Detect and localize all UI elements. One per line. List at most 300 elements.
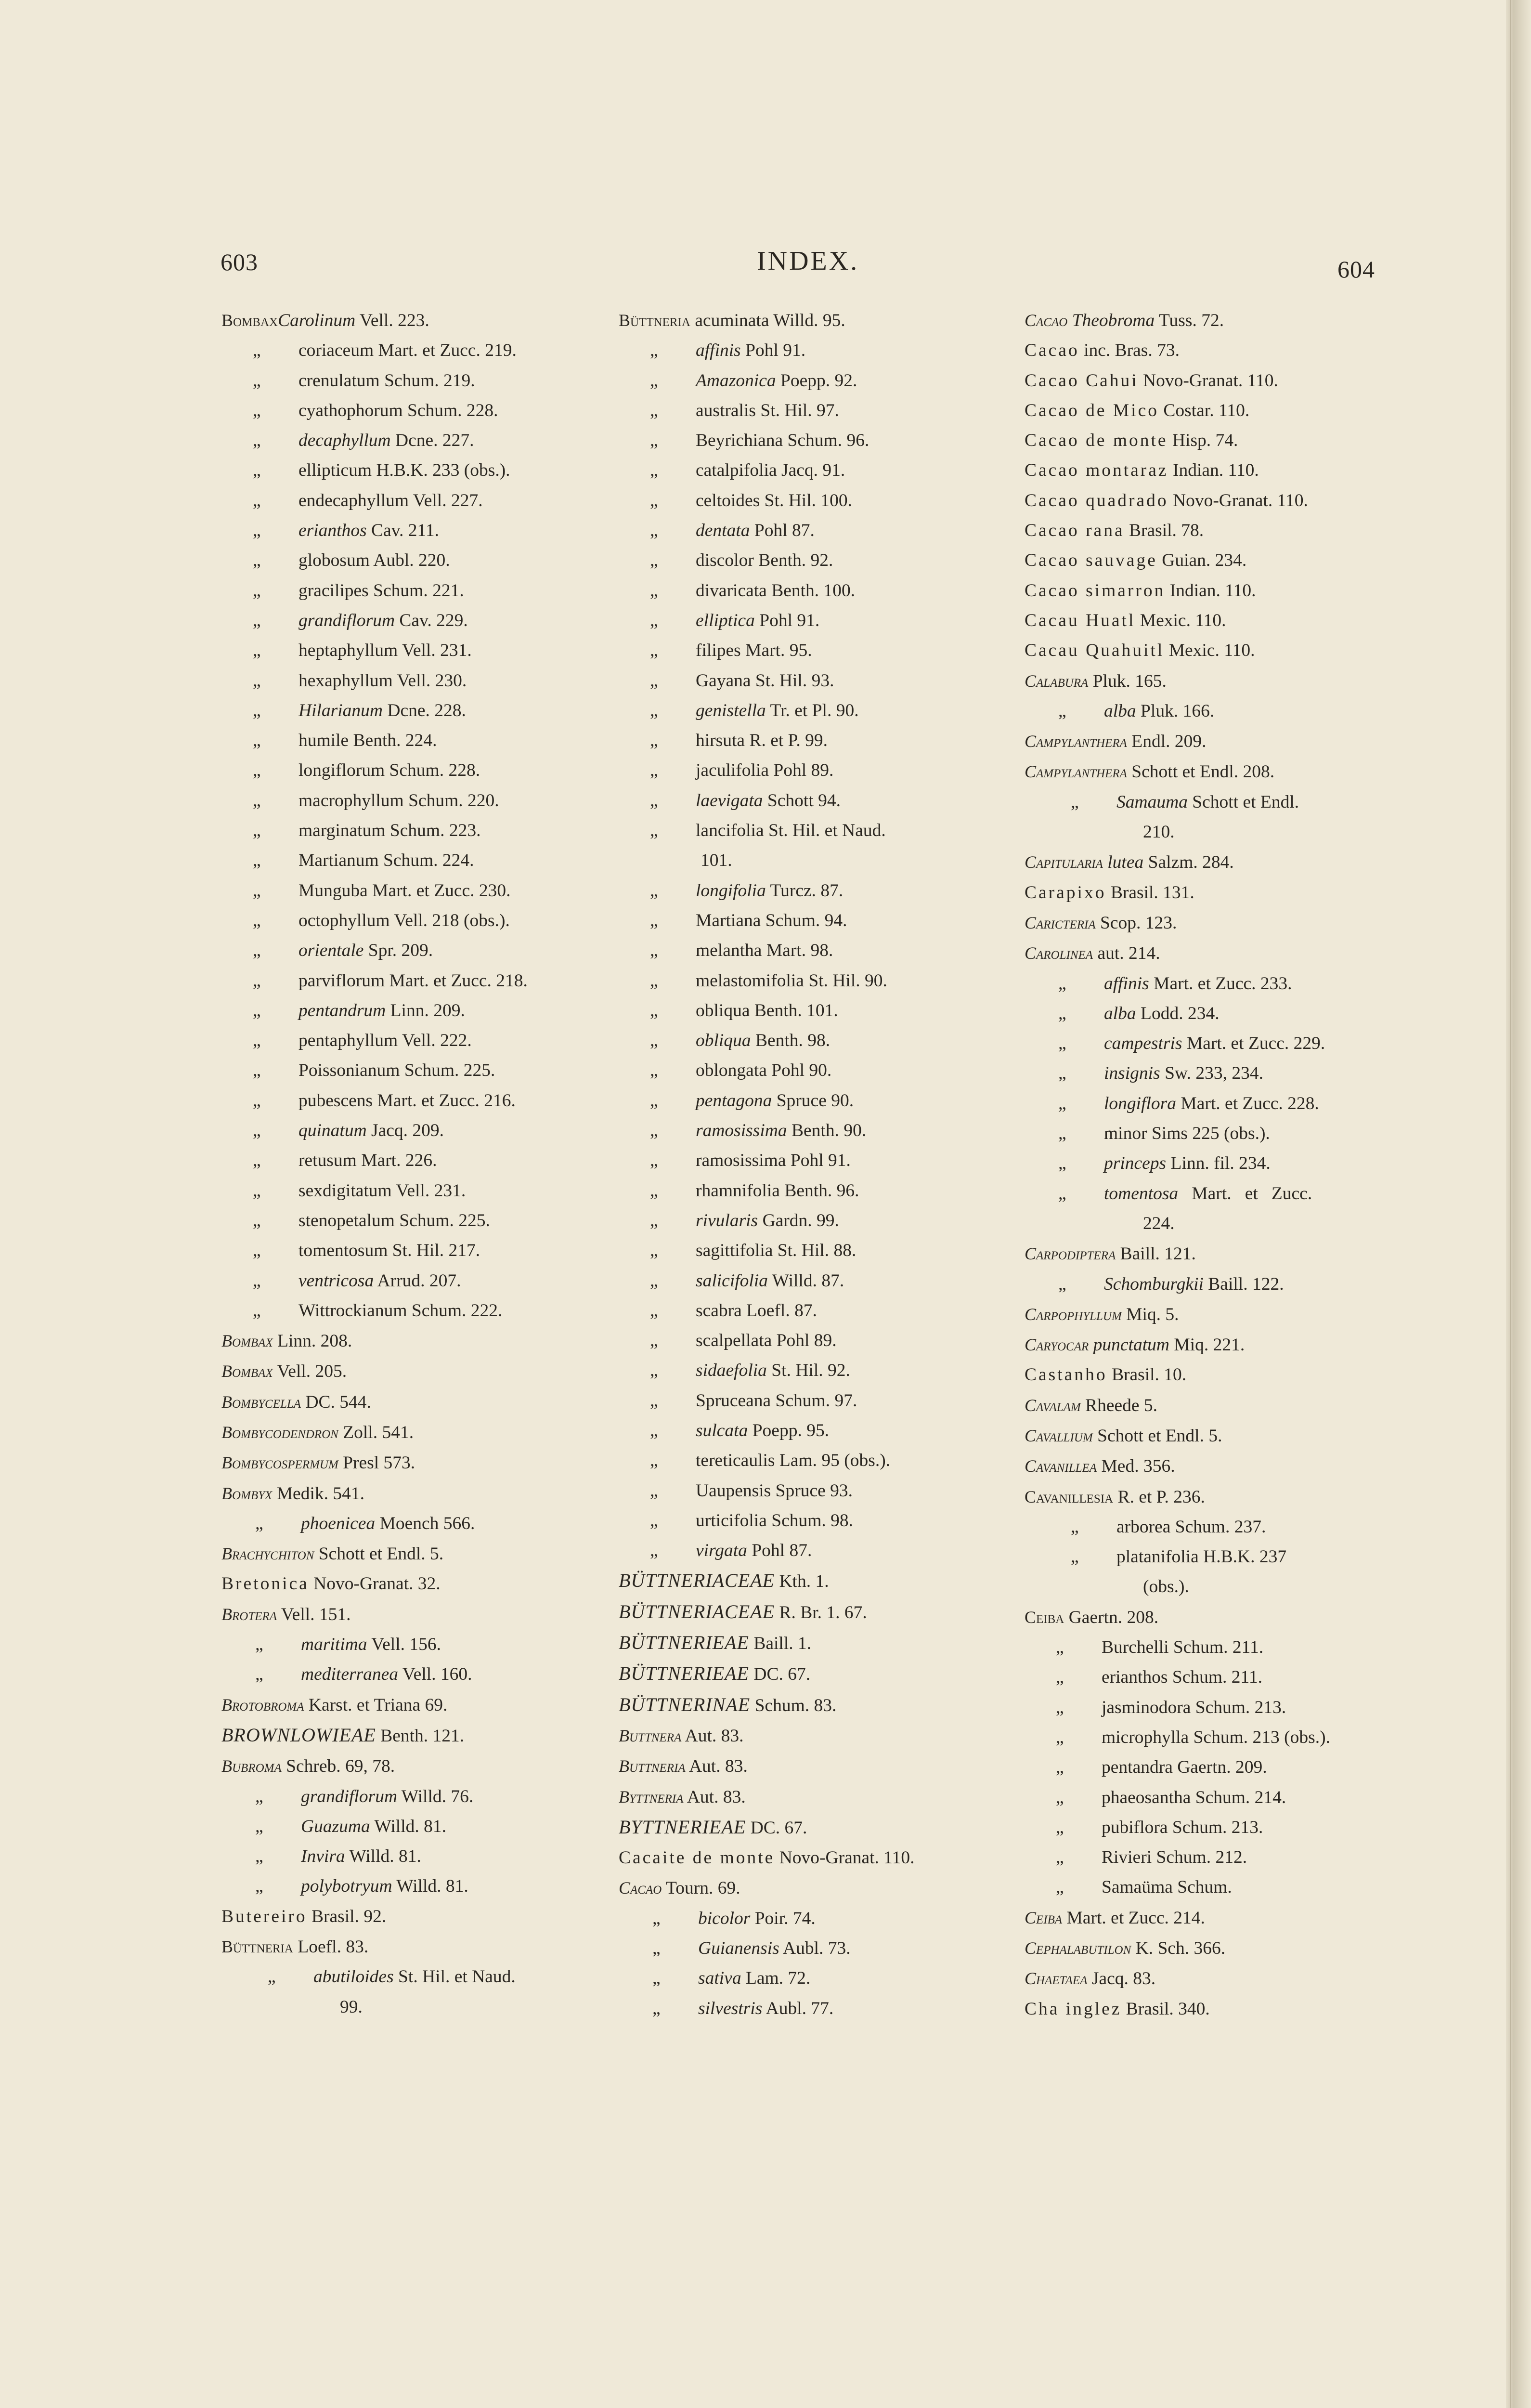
ditto-mark: „ — [253, 641, 261, 661]
ditto-mark: „ — [650, 700, 658, 720]
entry-genus: Butereiro — [221, 1906, 307, 1926]
entry-species: grandiflorum — [301, 1786, 398, 1806]
ditto-mark: „ — [650, 970, 658, 991]
entry-species: Martiana — [696, 910, 761, 930]
entry-species: retusum — [298, 1151, 357, 1171]
entry-genus: Bombycella — [221, 1392, 301, 1412]
index-entry — [221, 906, 636, 936]
ditto-mark: „ — [255, 1513, 263, 1533]
entry-reference: Mart. et Zucc. 228. — [1176, 1093, 1319, 1113]
ditto-mark: „ — [1056, 1847, 1064, 1868]
entry-reference: Schum. 237. — [1170, 1517, 1266, 1537]
entry-species: Poissonianum — [298, 1060, 400, 1081]
entry-species: sidaefolia — [696, 1361, 767, 1381]
entry-reference: St. Hil. 93. — [751, 670, 834, 691]
entry-reference: Spruce 93. — [771, 1480, 853, 1501]
entry-reference: Gaertn. 209. — [1172, 1757, 1267, 1778]
entry-species: longiflora — [1104, 1093, 1177, 1113]
ditto-mark: „ — [650, 1361, 658, 1381]
index-entry — [221, 1026, 636, 1056]
ditto-mark: „ — [255, 1786, 263, 1806]
entry-species: Guazuma — [301, 1816, 370, 1836]
ditto-mark: „ — [650, 340, 658, 361]
entry-species: abutiloides — [313, 1967, 394, 1987]
entry-genus: Campylanthera — [1025, 732, 1127, 751]
index-entry — [221, 816, 636, 846]
ditto-mark: „ — [1056, 1877, 1064, 1898]
index-column-2 — [619, 305, 1033, 2024]
entry-species: Guianensis — [698, 1938, 779, 1959]
entry-genus: Carpodiptera — [1025, 1244, 1116, 1264]
entry-species: affinis — [696, 340, 741, 361]
index-entry — [619, 1597, 1033, 1628]
entry-reference: Schum. 225. — [400, 1060, 495, 1081]
index-entry — [221, 1086, 636, 1116]
index-entry — [221, 636, 636, 666]
entry-species: Schomburgkii — [1104, 1274, 1204, 1294]
index-entry — [1025, 456, 1439, 485]
entry-reference: Kth. 1. — [775, 1571, 829, 1592]
index-entry — [1025, 1813, 1439, 1843]
entry-reference: Hisp. 74. — [1168, 431, 1238, 451]
index-entry — [619, 1386, 1033, 1416]
entry-reference: Schum. — [1172, 1877, 1232, 1898]
entry-reference: St. Hil. 88. — [773, 1241, 856, 1261]
entry-genus: Cephalabutilon — [1025, 1938, 1131, 1958]
entry-species: polybotryum — [301, 1876, 392, 1897]
ditto-mark: „ — [253, 1000, 261, 1021]
index-entry — [619, 336, 1033, 366]
index-entry — [619, 1206, 1033, 1236]
entry-genus: Cacao Cahui — [1025, 370, 1139, 391]
entry-reference: Tr. et Pl. 90. — [766, 700, 859, 720]
entry-reference: Gaertn. 208. — [1064, 1607, 1159, 1627]
entry-reference: Vell. 218 (obs.). — [389, 910, 510, 930]
index-entry — [221, 366, 636, 396]
entry-reference: (obs.). — [1143, 1577, 1189, 1597]
index-entry — [1025, 1482, 1439, 1512]
index-entry — [221, 1871, 636, 1901]
index-entry — [221, 876, 636, 906]
entry-reference: Scop. 123. — [1095, 913, 1177, 933]
ditto-mark: „ — [650, 521, 658, 541]
entry-genus: Castanho — [1025, 1365, 1107, 1385]
entry-species: rivularis — [696, 1210, 758, 1230]
entry-genus: Carpophyllum — [1025, 1304, 1122, 1324]
entry-species: arborea — [1116, 1517, 1171, 1537]
entry-species: Samaüma — [1102, 1877, 1173, 1898]
entry-reference: Loefl. 87. — [741, 1300, 817, 1321]
entry-genus: Ceiba — [1025, 1908, 1063, 1927]
index-entry — [1025, 1994, 1439, 2024]
entry-species: lutea — [1103, 852, 1144, 873]
index-entry — [1025, 1723, 1439, 1753]
ditto-mark: „ — [253, 821, 261, 841]
index-entry — [1025, 1843, 1439, 1872]
index-entry — [221, 1599, 636, 1630]
entry-genus: Bombyx — [221, 1483, 272, 1503]
ditto-mark: „ — [650, 1420, 658, 1440]
entry-reference: Schum. 220. — [403, 790, 499, 811]
index-entry — [619, 1176, 1033, 1206]
index-entry — [619, 786, 1033, 816]
index-entry — [619, 1690, 1033, 1721]
index-entry — [221, 726, 636, 756]
entry-species: ramosissima — [696, 1121, 787, 1141]
entry-reference: Willd. 76. — [397, 1786, 474, 1806]
entry-reference: Schum. 83. — [750, 1695, 837, 1715]
entry-reference: Pohl 90. — [766, 1060, 832, 1081]
entry-species: hirsuta — [696, 731, 745, 751]
index-entry — [1025, 1421, 1439, 1451]
entry-genus: Campylanthera — [1025, 762, 1127, 782]
entry-reference: Novo-Granat. 110. — [1168, 490, 1308, 510]
entry-species: alba — [1104, 701, 1136, 721]
ditto-mark: „ — [650, 1270, 658, 1291]
entry-genus: Cavallium — [1025, 1426, 1093, 1445]
ditto-mark: „ — [253, 760, 261, 781]
index-entry — [221, 1630, 636, 1660]
entry-reference: Benth. 224. — [349, 731, 437, 751]
index-entry — [221, 1326, 636, 1356]
entry-reference: K. Sch. 366. — [1131, 1938, 1226, 1959]
entry-reference: Willd. 95. — [769, 311, 845, 330]
entry-species: gracilipes — [298, 580, 369, 601]
index-entry — [1025, 1903, 1439, 1933]
entry-reference: Tourn. 69. — [662, 1878, 740, 1898]
entry-species: globosum — [298, 550, 370, 571]
entry-reference: 224. — [1143, 1213, 1175, 1233]
ditto-mark: „ — [652, 1938, 661, 1959]
entry-reference: Vell. 231. — [391, 1180, 466, 1201]
index-entry — [619, 366, 1033, 396]
index-entry — [619, 1812, 1033, 1843]
index-entry — [1025, 1662, 1439, 1692]
entry-genus: Carapixo — [1025, 882, 1106, 903]
entry-species: erianthos — [1102, 1667, 1168, 1688]
index-entry — [221, 1842, 636, 1871]
entry-reference: Schum. 211. — [1168, 1667, 1262, 1688]
entry-reference: Vell. 231. — [398, 641, 472, 661]
index-entry — [1025, 666, 1439, 696]
entry-genus: Cacao quadrado — [1025, 490, 1168, 510]
index-entry — [221, 1176, 636, 1206]
entry-reference: Poepp. 92. — [776, 370, 857, 391]
entry-reference: Lam. 95 (obs.). — [775, 1451, 891, 1471]
index-entry — [1025, 606, 1439, 636]
entry-genus: Cacau Quahuitl — [1025, 641, 1165, 661]
ditto-mark: „ — [255, 1816, 263, 1836]
index-entry — [1025, 1059, 1439, 1088]
entry-reference: Spr. 209. — [363, 941, 433, 961]
entry-reference: Spruce 90. — [772, 1090, 854, 1111]
entry-genus: Cacao rana — [1025, 521, 1125, 541]
entry-reference: Schum. 228. — [385, 760, 480, 781]
ditto-mark: „ — [650, 490, 658, 510]
ditto-mark: „ — [253, 1241, 261, 1261]
index-entry — [619, 906, 1033, 936]
ditto-mark: „ — [650, 760, 658, 781]
entry-genus: Brachychiton — [221, 1544, 314, 1564]
entry-reference: Gardn. 99. — [758, 1210, 839, 1230]
index-entry — [619, 1266, 1033, 1296]
index-entry — [619, 636, 1033, 666]
index-entry — [221, 1146, 636, 1176]
entry-species: Invira — [301, 1846, 345, 1867]
entry-species: australis — [696, 400, 756, 420]
entry-species: erianthos — [298, 521, 367, 541]
entry-reference: Poepp. 95. — [748, 1420, 830, 1440]
index-entry — [619, 1782, 1033, 1812]
ditto-mark: „ — [1058, 701, 1066, 721]
ditto-mark: „ — [650, 1241, 658, 1261]
ditto-mark: „ — [650, 1451, 658, 1471]
entry-reference: Benth. 98. — [751, 1031, 830, 1051]
entry-reference: Benth. 101. — [750, 1000, 838, 1021]
ditto-mark: „ — [1071, 792, 1079, 812]
ditto-mark: „ — [1058, 1183, 1066, 1204]
entry-genus: BÜTTNERIACEAE — [619, 1600, 775, 1623]
entry-species: tomentosum — [298, 1241, 388, 1261]
index-entry — [619, 1476, 1033, 1506]
ditto-mark: „ — [1071, 1547, 1079, 1567]
entry-reference: Vell. 205. — [272, 1361, 347, 1382]
entry-reference: Schum. 94. — [761, 910, 847, 930]
index-entry — [1025, 1451, 1439, 1481]
index-entry — [1025, 576, 1439, 606]
ditto-mark: „ — [1056, 1637, 1064, 1658]
entry-genus: Cha inglez — [1025, 1999, 1122, 2019]
index-entry — [221, 1116, 636, 1146]
entry-species: maritima — [301, 1635, 367, 1655]
entry-reference: Vell. 160. — [398, 1664, 472, 1685]
index-entry — [221, 1539, 636, 1569]
index-entry — [221, 546, 636, 576]
index-entry — [221, 1932, 636, 1962]
entry-species: bicolor — [698, 1908, 751, 1928]
entry-reference: Benth. 90. — [787, 1121, 867, 1141]
entry-species: ramosissima — [696, 1151, 786, 1171]
ditto-mark: „ — [253, 580, 261, 601]
ditto-mark: „ — [1056, 1817, 1064, 1837]
entry-genus: Brotera — [221, 1604, 277, 1624]
entry-reference: Novo-Granat. 110. — [775, 1848, 915, 1868]
index-entry — [221, 576, 636, 606]
entry-reference: Vell. 227. — [409, 490, 483, 510]
entry-species: Samauma — [1116, 792, 1188, 812]
index-entry — [619, 996, 1033, 1026]
entry-species: silvestris — [698, 1998, 763, 2018]
index-entry — [221, 996, 636, 1026]
index-entry — [1025, 636, 1439, 666]
entry-reference: Rheede 5. — [1080, 1395, 1158, 1415]
entry-species: Amazonica — [696, 370, 776, 391]
index-entry — [1025, 757, 1439, 787]
index-entry — [221, 1720, 636, 1751]
entry-species: tomentosa — [1104, 1183, 1179, 1204]
entry-species: mediterranea — [301, 1664, 399, 1685]
index-entry — [619, 1026, 1033, 1056]
ditto-mark: „ — [650, 910, 658, 930]
index-entry — [221, 1660, 636, 1689]
index-entry — [1025, 396, 1439, 426]
entry-reference: Mart. et Zucc. 230. — [367, 880, 511, 901]
ditto-mark: „ — [650, 610, 658, 630]
entry-species: marginatum — [298, 821, 386, 841]
entry-species: obliqua — [696, 1031, 751, 1051]
index-entry — [1025, 1390, 1439, 1421]
entry-genus: Cacao de monte — [1025, 431, 1168, 451]
index-entry — [1025, 1572, 1439, 1602]
ditto-mark: „ — [1058, 1274, 1066, 1294]
index-entry — [1025, 969, 1439, 999]
ditto-mark: „ — [650, 550, 658, 571]
entry-reference: Mart. 95. — [740, 641, 812, 661]
entry-species: stenopetalum — [298, 1210, 395, 1230]
entry-species: catalpifolia — [696, 460, 777, 481]
entry-reference: St. Hil. 100. — [760, 490, 852, 510]
entry-species: celtoides — [696, 490, 760, 510]
entry-reference: Schott et Endl. 208. — [1127, 762, 1275, 782]
ditto-mark: „ — [253, 851, 261, 871]
entry-species: rhamnifolia — [696, 1180, 780, 1201]
entry-reference: Baill. 121. — [1116, 1244, 1196, 1264]
ditto-mark: „ — [650, 1060, 658, 1081]
entry-species: Gayana — [696, 670, 751, 691]
index-entry — [221, 966, 636, 996]
index-entry — [221, 1056, 636, 1086]
entry-genus: Cacao montaraz — [1025, 460, 1168, 481]
entry-species: microphylla — [1102, 1727, 1189, 1747]
entry-genus: Cacao sauvage — [1025, 550, 1157, 571]
entry-genus: BROWNLOWIEAE — [221, 1724, 376, 1746]
entry-species: Beyrichiana — [696, 431, 783, 451]
ditto-mark: „ — [650, 1031, 658, 1051]
entry-species: decaphyllum — [298, 431, 391, 451]
entry-reference: Aubl. 73. — [779, 1938, 851, 1959]
entry-reference: Medik. 541. — [272, 1483, 364, 1504]
entry-reference: Tuss. 72. — [1155, 311, 1224, 330]
index-entry — [619, 1904, 1033, 1934]
ditto-mark: „ — [650, 580, 658, 601]
index-entry — [619, 696, 1033, 726]
index-entry — [221, 936, 636, 966]
entry-reference: Costar. 110. — [1159, 400, 1250, 420]
entry-species: oblongata — [696, 1060, 767, 1081]
entry-reference: Poir. 74. — [750, 1908, 816, 1928]
entry-genus: Cacao de Mico — [1025, 400, 1159, 420]
index-entry — [1025, 1602, 1439, 1633]
index-entry — [221, 1690, 636, 1720]
entry-species: obliqua — [696, 1000, 750, 1021]
entry-reference: Aut. 83. — [683, 1787, 746, 1807]
index-entry — [1025, 1872, 1439, 1902]
entry-reference: Schreb. 69, 78. — [281, 1756, 395, 1777]
index-entry — [221, 336, 636, 366]
index-entry — [1025, 366, 1439, 396]
ditto-mark: „ — [650, 821, 658, 841]
entry-species: pentandrum — [298, 1000, 386, 1021]
index-entry — [619, 726, 1033, 756]
ditto-mark: „ — [253, 1180, 261, 1201]
ditto-mark: „ — [253, 550, 261, 571]
entry-species: quinatum — [298, 1121, 367, 1141]
ditto-mark: „ — [650, 400, 658, 420]
entry-reference: Mart. 98. — [762, 941, 833, 961]
entry-reference: Mexic. 110. — [1135, 610, 1226, 630]
ditto-mark: „ — [652, 1998, 661, 2018]
ditto-mark: „ — [650, 1090, 658, 1111]
entry-species: genistella — [696, 700, 766, 720]
entry-reference: Linn. fil. 234. — [1166, 1153, 1271, 1174]
entry-species: Spruceana — [696, 1390, 771, 1411]
entry-genus: Bombycodendron — [221, 1422, 338, 1442]
index-entry — [619, 305, 1033, 336]
entry-reference: Baill. 1. — [749, 1634, 812, 1654]
entry-reference: Pohl 87. — [747, 1541, 812, 1561]
entry-reference: Pohl 91. — [740, 340, 806, 361]
ditto-mark: „ — [253, 431, 261, 451]
entry-genus: Cacao — [619, 1878, 662, 1898]
entry-reference: DC. 67. — [749, 1664, 811, 1685]
ditto-mark: „ — [1058, 1153, 1066, 1174]
entry-reference: Lam. 72. — [741, 1968, 811, 1989]
ditto-mark: „ — [1056, 1727, 1064, 1747]
index-entry — [221, 1417, 636, 1448]
entry-species: sativa — [698, 1968, 741, 1989]
entry-genus: Bombax — [221, 1361, 273, 1381]
index-entry — [1025, 546, 1439, 576]
entry-reference: St. Hil. et Naud. — [393, 1967, 516, 1987]
index-entry — [619, 516, 1033, 546]
index-entry — [221, 606, 636, 636]
entry-species: Munguba — [298, 880, 368, 901]
ditto-mark: „ — [650, 1180, 658, 1201]
ditto-mark: „ — [253, 1210, 261, 1230]
ditto-mark: „ — [650, 370, 658, 391]
ditto-mark: „ — [253, 400, 261, 420]
index-entry — [221, 1479, 636, 1509]
entry-reference: Brasil. 340. — [1121, 1999, 1210, 2019]
ditto-mark: „ — [253, 521, 261, 541]
index-entry — [1025, 908, 1439, 938]
left-page-number: 603 — [221, 249, 258, 275]
entry-species: virgata — [696, 1541, 747, 1561]
index-entry — [1025, 1209, 1439, 1239]
entry-genus: Cacao — [1025, 311, 1068, 330]
entry-reference: inc. Bras. 73. — [1079, 340, 1180, 361]
index-entry — [619, 666, 1033, 696]
index-entry — [1025, 696, 1439, 726]
entry-genus: Bombax — [221, 311, 278, 330]
index-entry — [1025, 1963, 1439, 1994]
entry-species: Martianum — [298, 851, 379, 871]
entry-genus: Byttneria — [619, 1787, 684, 1806]
entry-genus: Cacaite de monte — [619, 1848, 775, 1868]
index-entry — [619, 1843, 1033, 1873]
entry-reference: R. Br. 1. 67. — [775, 1602, 867, 1623]
ditto-mark: „ — [253, 941, 261, 961]
ditto-mark: „ — [253, 1060, 261, 1081]
ditto-mark: „ — [650, 1300, 658, 1321]
index-entry — [221, 1509, 636, 1539]
entry-reference: Willd. 87. — [768, 1270, 844, 1291]
index-entry — [619, 1536, 1033, 1566]
entry-reference: Benth. 100. — [766, 580, 856, 601]
entry-reference: Schum. 213. — [1168, 1817, 1263, 1837]
ditto-mark: „ — [650, 1390, 658, 1411]
entry-species: scabra — [696, 1300, 742, 1321]
